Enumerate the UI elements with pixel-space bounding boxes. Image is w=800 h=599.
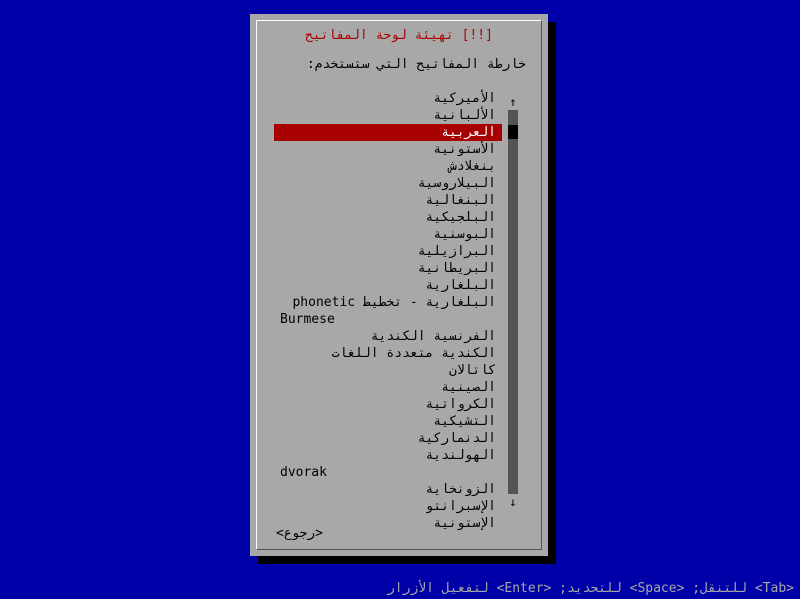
list-item[interactable]: الفرنسية الكندية bbox=[370, 329, 496, 344]
list-item[interactable]: الإسبرانتو bbox=[425, 499, 496, 514]
list-item[interactable]: التشيكية bbox=[433, 414, 496, 429]
list-item[interactable]: الكرواتية bbox=[425, 397, 496, 412]
keyboard-configuration-dialog bbox=[250, 14, 548, 556]
list-item[interactable]: البيلاروسية bbox=[417, 176, 496, 191]
list-item[interactable]: الكندية متعددة اللغات bbox=[331, 346, 496, 361]
keymap-listbox[interactable] bbox=[274, 90, 520, 531]
list-item[interactable]: الدنماركية bbox=[417, 431, 496, 446]
list-item[interactable]: البوسنية bbox=[433, 227, 496, 242]
list-item[interactable]: Burmese bbox=[280, 312, 335, 327]
list-item[interactable]: الزونخاية bbox=[425, 482, 496, 497]
list-item[interactable]: البلغارية bbox=[425, 278, 496, 293]
list-item[interactable]: البرازيلية bbox=[417, 244, 496, 259]
list-item[interactable]: الأستونية bbox=[433, 142, 496, 157]
list-item[interactable]: الإستونية bbox=[433, 516, 496, 531]
list-item[interactable]: بنغلادش bbox=[449, 159, 496, 174]
list-item[interactable]: الألبانية bbox=[433, 108, 496, 123]
status-bar bbox=[0, 579, 800, 599]
scrollbar-thumb[interactable] bbox=[508, 125, 518, 139]
dialog-title: [!!] تهيئة لوحة المفاتيح bbox=[305, 28, 493, 43]
list-item[interactable]: الصينية bbox=[441, 380, 496, 395]
list-scrollbar[interactable] bbox=[506, 90, 520, 514]
list-item[interactable]: كاتالان bbox=[449, 363, 496, 378]
scroll-down-arrow-icon[interactable]: ↓ bbox=[509, 495, 517, 509]
list-item[interactable]: العربية bbox=[274, 124, 502, 141]
list-item[interactable]: dvorak bbox=[280, 465, 327, 480]
scroll-up-arrow-icon[interactable]: ↑ bbox=[509, 95, 517, 109]
status-bar-text: <Tab> للتنقل; <Space> للتحديد; <Enter> لتفعيل الأزرار bbox=[386, 581, 794, 596]
list-item[interactable]: البلجيكية bbox=[425, 210, 496, 225]
list-item[interactable]: البنغالية bbox=[425, 193, 496, 208]
list-item[interactable]: البلغارية - تخطيط phonetic bbox=[292, 295, 496, 310]
list-item[interactable]: الأميركية bbox=[433, 91, 496, 106]
scrollbar-track[interactable] bbox=[508, 110, 518, 494]
list-item[interactable]: الهولندية bbox=[425, 448, 496, 463]
keymap-list[interactable] bbox=[274, 90, 502, 531]
prompt-text: خارطة المفاتيح التي ستستخدم: bbox=[306, 57, 526, 72]
back-button[interactable]: <رجوع> bbox=[276, 526, 323, 541]
list-item[interactable]: البريطانية bbox=[417, 261, 496, 276]
